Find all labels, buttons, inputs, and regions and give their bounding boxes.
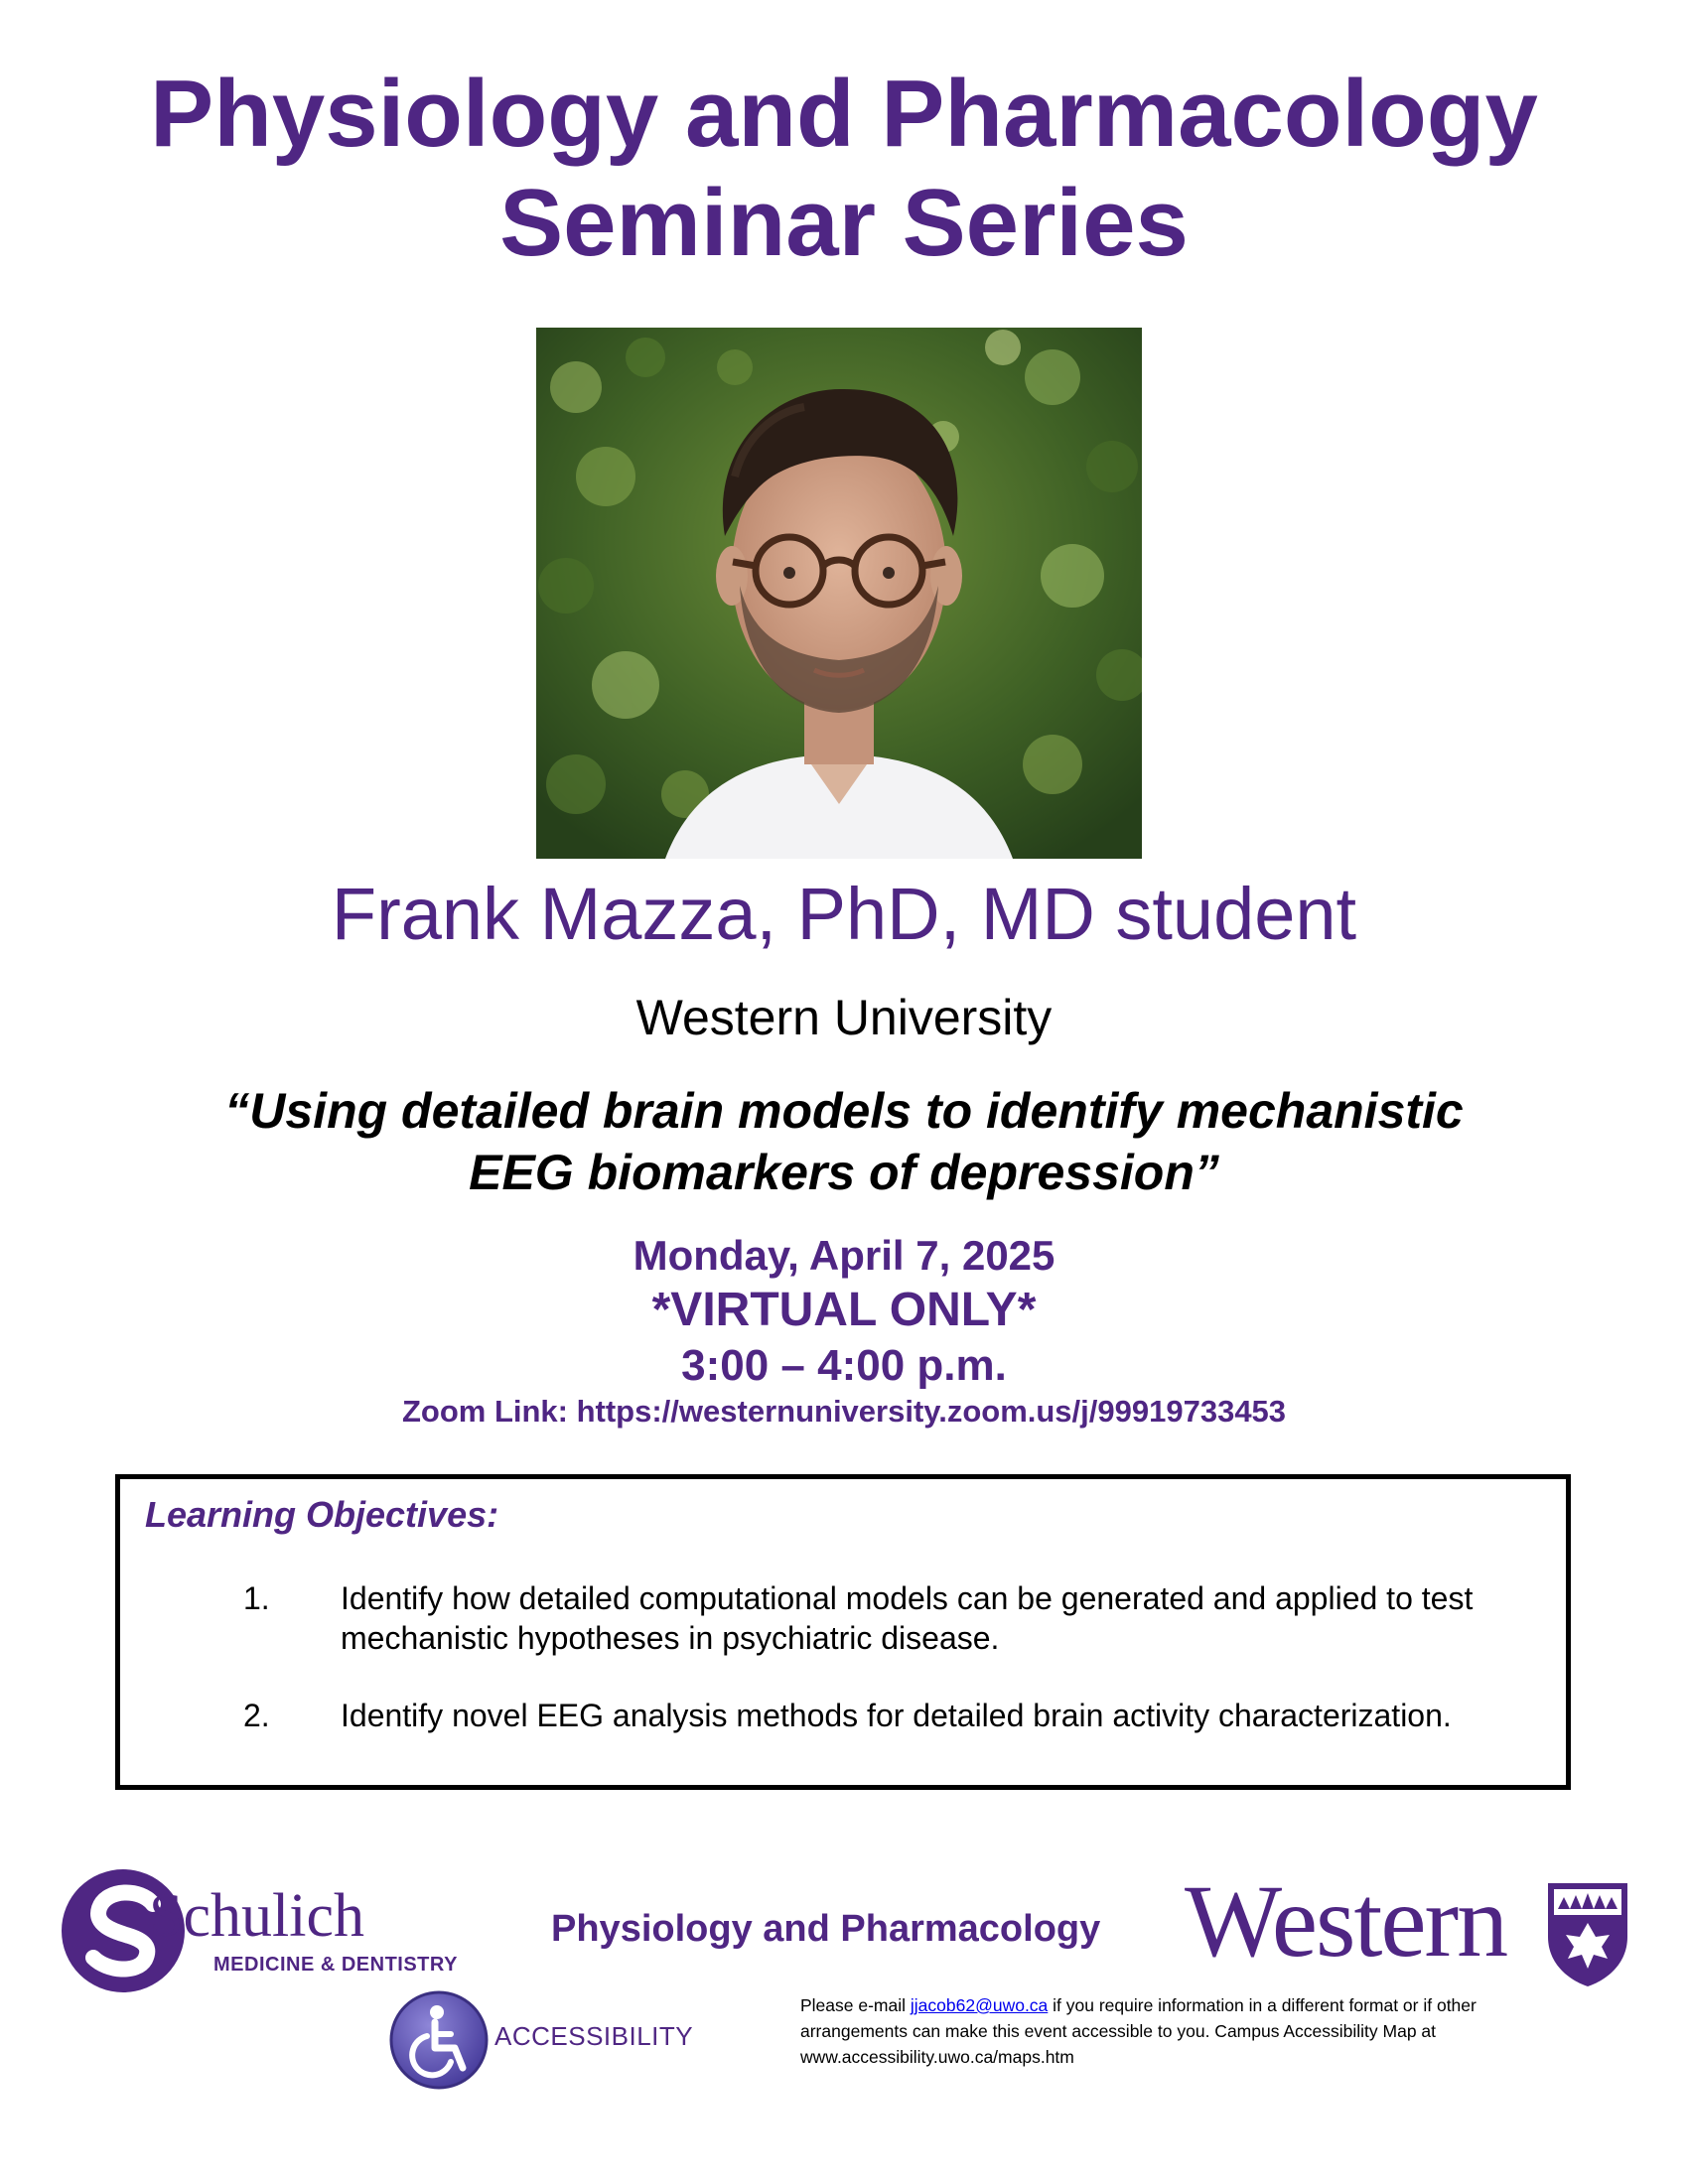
talk-title-line-1: “Using detailed brain models to identify mechanistic xyxy=(224,1083,1464,1139)
speaker-name: Frank Mazza, PhD, MD student xyxy=(331,873,1357,955)
schulich-subtitle: MEDICINE & DENTISTRY xyxy=(213,1954,458,1976)
objective-text: Identify novel EEG analysis methods for detailed brain activity characterization. xyxy=(341,1698,1452,1733)
objective-number: 2. xyxy=(243,1698,270,1733)
zoom-link[interactable]: Zoom Link: https://westernuniversity.zoom.us/j/99919733453 xyxy=(401,1394,1287,1429)
schulich-wordmark: Schulich xyxy=(149,1882,364,1950)
speaker-affiliation: Western University xyxy=(635,990,1053,1045)
talk-title-line-2: EEG biomarkers of depression” xyxy=(469,1145,1219,1200)
event-date: Monday, April 7, 2025 xyxy=(633,1232,1055,1279)
objective-number: 1. xyxy=(243,1580,270,1616)
department-name: Physiology and Pharmacology xyxy=(551,1908,1101,1950)
accessibility-note-body: if you require information in a different format or if other arrangements can make this event accessible to you. Campus Accessibility Map at www.accessibility.uwo.ca/maps.htm xyxy=(800,1995,1477,2067)
accessibility-note xyxy=(800,1992,1495,2070)
event-mode: *VIRTUAL ONLY* xyxy=(651,1284,1037,1336)
page-title-line-2: Seminar Series xyxy=(499,170,1189,276)
accessibility-note-intro: Please e-mail xyxy=(800,1995,911,2015)
accessibility-label: ACCESSIBILITY xyxy=(494,2021,694,2051)
page-title-line-1: Physiology and Pharmacology xyxy=(150,61,1538,167)
wheelchair-icon xyxy=(389,1990,489,2090)
western-crest-icon xyxy=(1544,1879,1631,1988)
objective-text: Identify how detailed computational models can be generated and applied to test mechanistic hypotheses in psychiatric disease. xyxy=(341,1580,1474,1656)
event-time: 3:00 – 4:00 p.m. xyxy=(681,1341,1007,1390)
learning-objectives-box xyxy=(115,1474,1571,1790)
western-wordmark: Western xyxy=(1185,1864,1507,1979)
speaker-photo xyxy=(536,328,1142,859)
contact-email-link[interactable]: jjacob62@uwo.ca xyxy=(910,1995,1049,2015)
learning-objectives-heading: Learning Objectives: xyxy=(145,1494,499,1535)
